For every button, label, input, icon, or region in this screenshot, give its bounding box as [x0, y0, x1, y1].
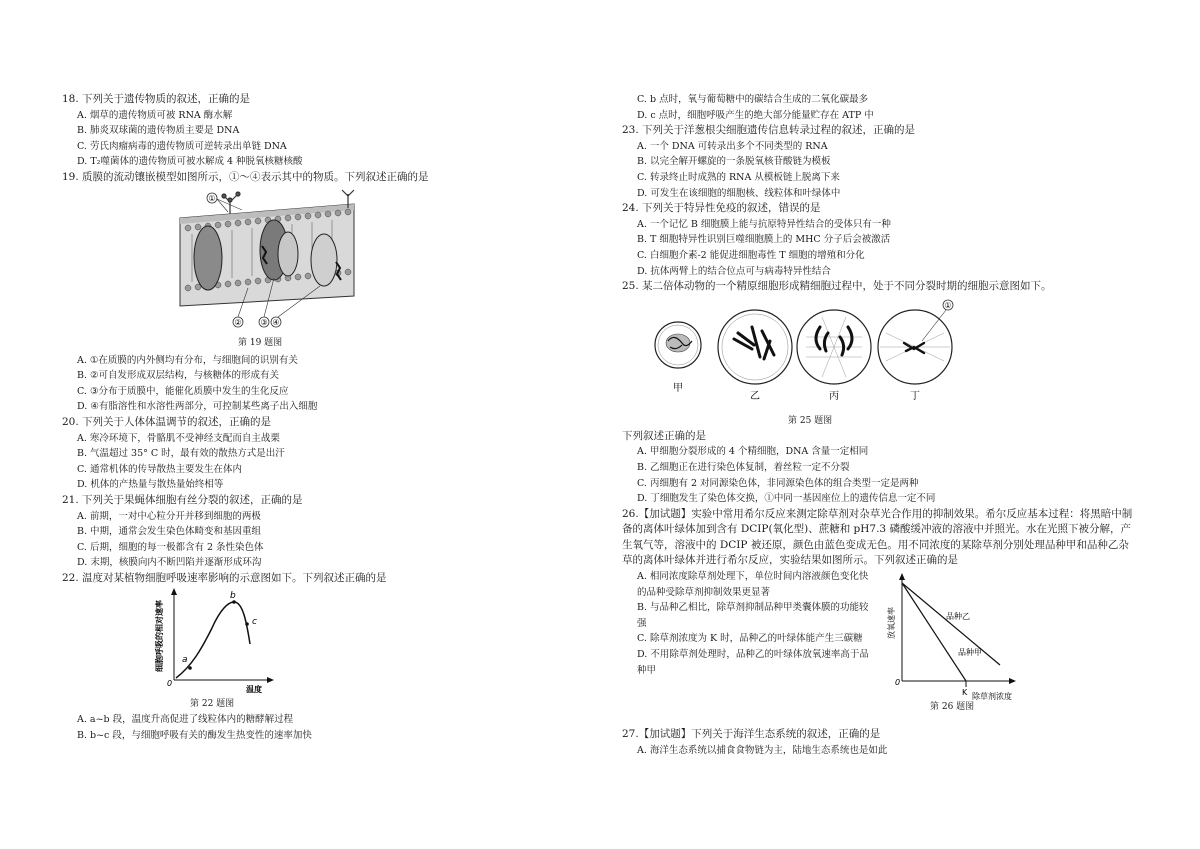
q26-xlabel: 除草剂浓度 [972, 692, 1012, 702]
q26-origin: 0 [895, 678, 901, 688]
q19-label-4: ④ [272, 317, 280, 327]
q25-stem: 25. 某二倍体动物的一个精原细胞形成精细胞过程中，处于不同分裂时期的细胞示意图如下。 [622, 280, 1052, 293]
q25-marker: ① [944, 300, 952, 310]
q26-k-label: K [962, 688, 968, 698]
q18-option-d: D. T₂噬菌体的遗传物质可被水解成 4 种脱氧核糖核酸 [77, 156, 303, 168]
q22-point-c [245, 623, 249, 627]
q25-cells-figure [622, 297, 1142, 427]
q22-ylabel: 细胞呼吸的相对速率 [155, 600, 164, 673]
q25-option-a: A. 甲细胞分裂形成的 4 个精细胞，DNA 含量一定相同 [637, 446, 869, 458]
q22-option-d: D. c 点时，细胞呼吸产生的绝大部分能量贮存在 ATP 中 [637, 109, 874, 121]
q22-caption: 第 22 题图 [190, 699, 235, 710]
q21-option-d: D. 末期，核膜向内不断凹陷并逐渐形成环沟 [77, 557, 262, 569]
q23-option-a: A. 一个 DNA 可转录出多个不同类型的 RNA [637, 140, 828, 152]
q19-caption: 第 19 题图 [238, 337, 283, 348]
q19-option-d: D. ④有脂溶性和水溶性两部分，可控制某些离子出入细胞 [77, 401, 318, 413]
right-column [622, 92, 1142, 758]
q27-option-a: A. 海洋生态系统以捕食食物链为主，陆地生态系统也是如此 [637, 744, 888, 756]
q26-oxygen-chart [884, 569, 1034, 709]
q22-curve-chart [62, 588, 582, 698]
q26-ylabel: 放氧速率 [887, 607, 896, 640]
q22-option-b: B. b~c 段，与细胞呼吸有关的酶发生热变性的速率加快 [77, 730, 312, 742]
q19-option-c: C. ③分布于质膜中，能催化质膜中发生的生化反应 [77, 385, 289, 397]
cell-label-yi: 乙 [750, 390, 760, 402]
membrane-diagram [62, 188, 582, 334]
q25-lead: 下列叙述正确的是 [622, 429, 706, 442]
q26-line-yi [902, 583, 1000, 665]
q20-option-b: B. 气温超过 35° C 时，最有效的散热方式是出汗 [77, 448, 285, 460]
q25-option-c: C. 丙细胞有 2 对同源染色体，非同源染色体的组合类型一定是两种 [637, 477, 919, 489]
q19-label-2: ② [234, 317, 242, 327]
cell-yi [718, 310, 792, 384]
q26-block [622, 569, 1142, 721]
q22-option-a: A. a~b 段，温度升高促进了线粒体内的糖酵解过程 [77, 714, 294, 726]
q22-option-c: C. b 点时，氧与葡萄糖中的碳结合生成的二氧化碳最多 [637, 94, 869, 105]
q24-option-d: D. 抗体两臂上的结合位点可与病毒特异性结合 [637, 265, 831, 277]
q19-option-a: A. ①在质膜的内外侧均有分布，与细胞间的识别有关 [77, 354, 298, 366]
q21-option-c: C. 后期，细胞的每一极都含有 2 条性染色体 [77, 541, 264, 553]
q24-option-a: A. 一个记忆 B 细胞膜上能与抗原特异性结合的受体只有一种 [637, 218, 891, 230]
q22-origin: 0 [167, 679, 173, 689]
q20-option-d: D. 机体的产热量与散热量始终相等 [77, 479, 224, 491]
q18-option-a: A. 烟草的遗传物质可被 RNA 酶水解 [77, 109, 233, 121]
q26-option-a: A. 相同浓度除草剂处理下，单位时间内溶液颜色变化快的品种受除草剂抑制效果更显著 [637, 571, 869, 598]
q20-option-c: C. 通常机体的传导散热主要发生在体内 [77, 463, 242, 475]
q20-option-a: A. 寒冷环境下，骨骼肌不受神经支配而自主战栗 [77, 432, 280, 444]
q26-stem: 26.【加试题】实验中常用希尔反应来测定除草剂对杂草光合作用的抑制效果。希尔反应基本过程：将黑暗中制备的离体叶绿体加到含有 DCIP(氧化型)、蔗糖和 pH7.3 磷酸缓冲液的溶液中并照光。水在光照下被分解，产生氧气等，溶液中的 DCIP 被还原，颜色由蓝色变成无色。用不同浓度的某除草剂分别处理品种甲和品种乙杂草的离体叶绿体并进行希尔反应，实验结果如图所示。下列叙述正确的是 [622, 507, 1133, 567]
q26-series-jia: 品种甲 [958, 648, 982, 658]
q24-stem: 24. 下列关于特异性免疫的叙述，错误的是 [622, 202, 821, 215]
q26-option-c: C. 除草剂浓度为 K 时，品种乙的叶绿体能产生三碳糖 [637, 633, 863, 645]
q21-stem: 21. 下列关于果蝇体细胞有丝分裂的叙述，正确的是 [62, 493, 303, 506]
q25-caption: 第 25 题图 [788, 415, 833, 426]
q26-option-b: B. 与品种乙相比，除草剂抑制品种甲类囊体膜的功能较强 [637, 602, 869, 629]
q22-point-b-label: b [230, 591, 236, 602]
q22-point-a-label: a [182, 655, 188, 666]
left-column [62, 92, 582, 744]
q26-options [622, 569, 872, 678]
q19-label-3: ③ [260, 317, 268, 327]
cell-label-jia: 甲 [673, 382, 683, 394]
q22-point-c-label: c [252, 617, 257, 628]
q19-membrane-figure [62, 188, 582, 351]
q27-stem: 27.【加试题】下列关于海洋生态系统的叙述，正确的是 [622, 728, 881, 741]
q20-stem: 20. 下列关于人体体温调节的叙述，正确的是 [62, 415, 272, 428]
q22-xlabel: 温度 [246, 685, 262, 695]
q19-label-1: ① [208, 193, 216, 203]
q21-option-b: B. 中期，通常会发生染色体畸变和基因重组 [77, 526, 262, 538]
q25-option-b: B. 乙细胞正在进行染色体复制，着丝粒一定不分裂 [637, 461, 850, 473]
q25-option-d: D. 丁细胞发生了染色体交换，①中同一基因座位上的遗传信息一定不同 [637, 493, 936, 505]
q26-line-jia [902, 583, 966, 681]
q18-option-b: B. 肺炎双球菌的遗传物质主要是 DNA [77, 125, 240, 137]
q23-option-c: C. 转录终止时成熟的 RNA 从模板链上脱离下来 [637, 171, 840, 183]
q23-option-b: B. 以完全解开螺旋的一条脱氧核苷酸链为模板 [637, 156, 831, 168]
q18-option-c: C. 劳氏肉瘤病毒的遗传物质可逆转录出单链 DNA [77, 140, 287, 152]
q22-point-a [188, 667, 192, 671]
q18-stem: 18. 下列关于遗传物质的叙述，正确的是 [62, 93, 251, 105]
q24-option-c: C. 白细胞介素-2 能促进细胞毒性 T 细胞的增殖和分化 [637, 249, 865, 261]
q23-stem: 23. 下列关于洋葱根尖细胞遗传信息转录过程的叙述，正确的是 [622, 124, 916, 137]
q25-cells-diagram [622, 297, 1142, 413]
q22-stem: 22. 温度对某植物细胞呼吸速率影响的示意图如下。下列叙述正确的是 [62, 571, 387, 584]
q21-option-a: A. 前期，一对中心粒分开并移到细胞的两极 [77, 510, 261, 522]
cell-label-bing: 丙 [829, 390, 839, 402]
q26-series-yi: 品种乙 [946, 612, 970, 622]
q22-curve-line [176, 602, 250, 678]
q22-curve-figure [62, 588, 582, 710]
q26-caption: 第 26 题图 [930, 702, 975, 713]
q24-option-b: B. T 细胞特异性识别巨噬细胞膜上的 MHC 分子后会被激活 [637, 234, 891, 246]
q23-option-d: D. 可发生在该细胞的细胞核、线粒体和叶绿体中 [637, 187, 841, 199]
q19-option-b: B. ②可自发形成双层结构，与核糖体的形成有关 [77, 370, 280, 382]
cell-label-ding: 丁 [910, 390, 920, 402]
q26-option-d: D. 不用除草剂处理时，品种乙的叶绿体放氧速率高于品种甲 [637, 649, 869, 676]
q19-stem: 19. 质膜的流动镶嵌模型如图所示，①～④表示其中的物质。下列叙述正确的是 [62, 170, 429, 183]
